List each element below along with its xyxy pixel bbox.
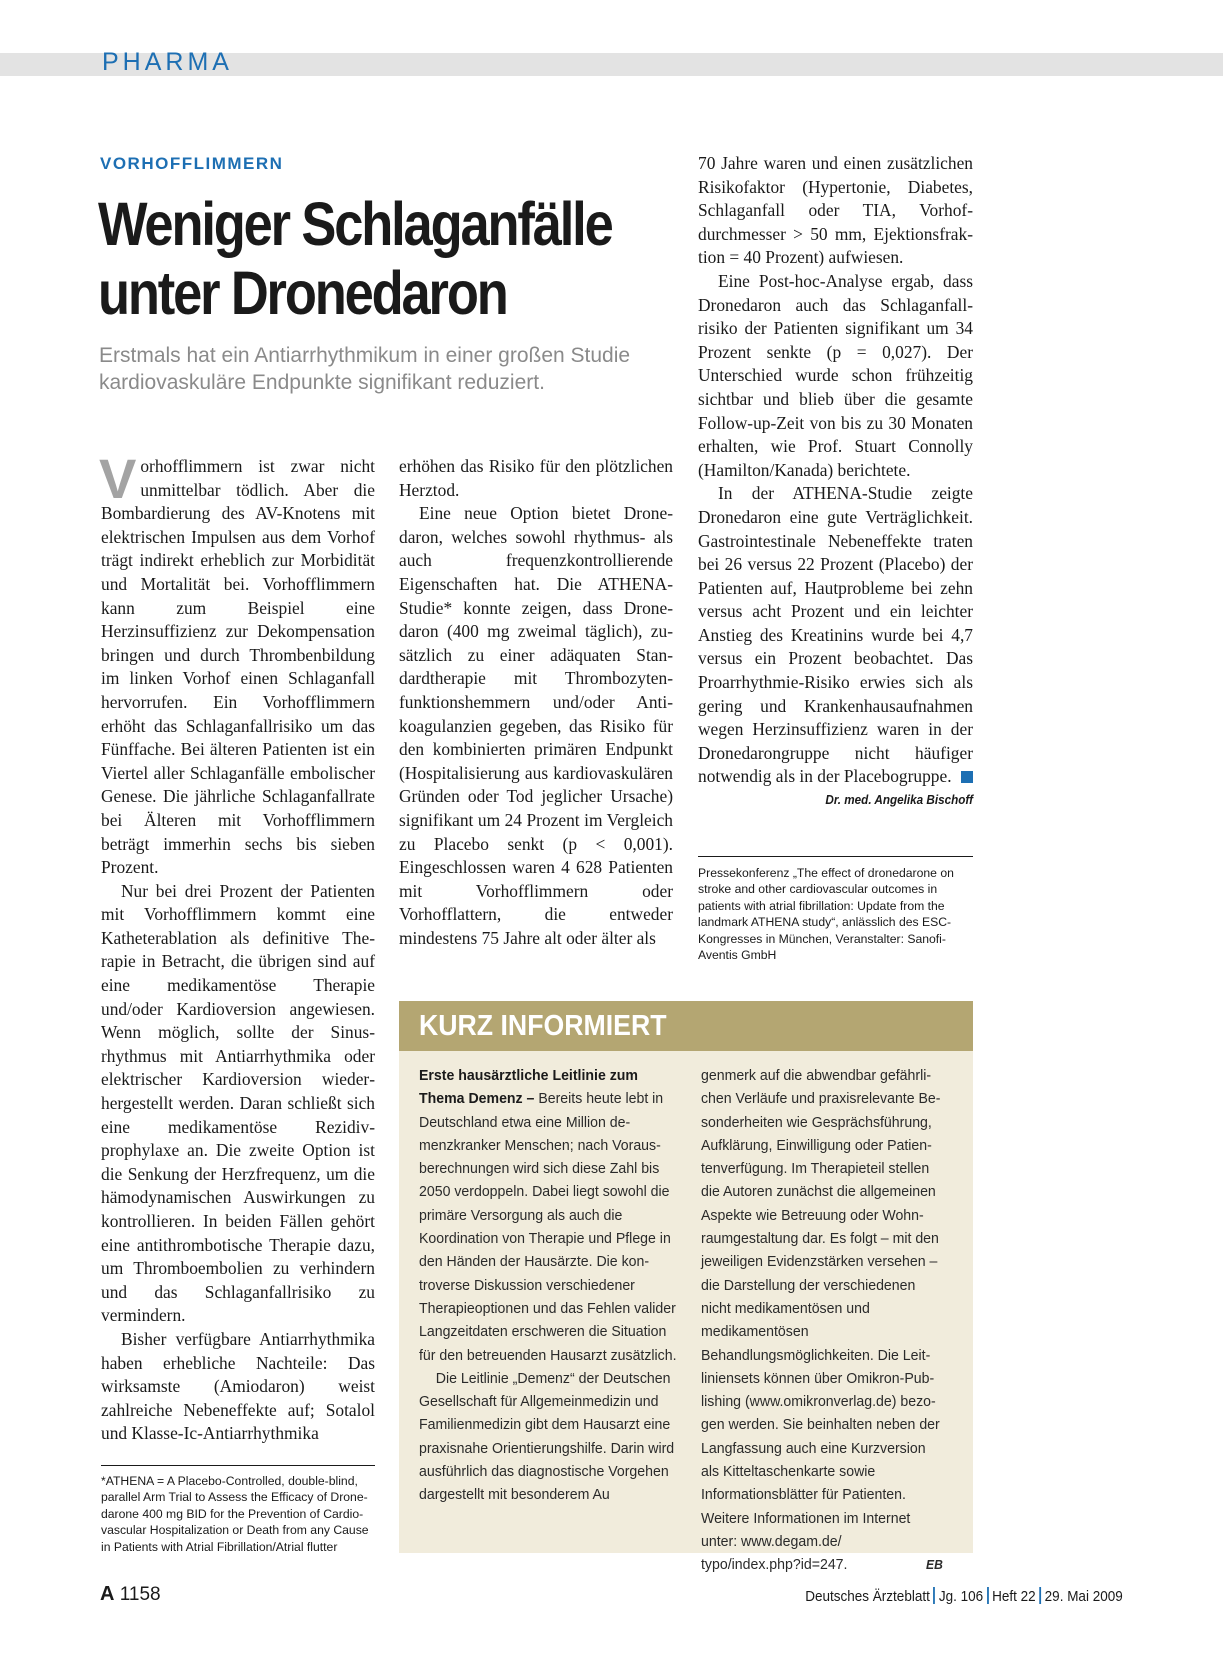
article-column-1: [99, 447, 375, 1446]
separator: [987, 1587, 989, 1604]
press-note-rule: [698, 856, 973, 857]
info-box-title: KURZ INFORMIERT: [419, 1010, 667, 1042]
paragraph: Bisher verfügbare Antiarrhythmika haben erhebliche Nachteile: Das wirksamste (Amiodaron) weist zahlreiche Nebeneffekte auf; Sotalol und Klasse-Ic-Antiarrhythmika: [101, 1328, 375, 1444]
paragraph: [419, 1064, 678, 1367]
info-box-column-2: [701, 1064, 943, 1577]
headline-line-2: unter Dronedaron: [98, 259, 507, 327]
page-number-value: 1158: [119, 1584, 161, 1605]
drop-cap: V: [99, 447, 137, 510]
paragraph-text: orhofflimmern ist zwar nicht unmittelbar tödlich. Aber die Bombardierung des AV-Knotens mit elektrischen Impulsen aus dem Vorhof trägt indirekt erheblich zur Morbidität und Mortalität bei. Vorhofflimmern kann zum Beispiel eine Herzinsuffizienz zur Dekompensation bringen und durch Thrombenbildung im linken Vorhof einen Schlaganfall hervorrufen. Ein Vorhofflimmern erhöht das Schlaganfallrisiko um das Fünffache. Bei älteren Patienten ist ein Viertel aller Schlaganfälle embolischer Genese. Die jährliche Schlaganfallrate bei Älteren mit Vorhofflimmern beträgt immerhin sechs bis sieben Prozent.: [101, 456, 375, 878]
journal-issue: Heft 22: [992, 1588, 1036, 1605]
end-mark-icon: [961, 771, 973, 783]
info-box-signature: EB: [926, 1557, 943, 1573]
paragraph: erhöhen das Risiko für den plötzlichen Herztod.: [399, 456, 673, 500]
paragraph: [99, 447, 375, 880]
separator: [1040, 1587, 1042, 1604]
paragraph-text: In der ATHENA-Studie zeigte Dronedaron eine gute Verträglichkeit. Gastrointestinale Nebeneffekte traten bei 26 versus 22 Prozent (Placebo) der Patienten auf, Hautprobleme bei zehn versus acht Prozent und ein leichter Anstieg des Kreatinins wurde bei 4,7 versus ein Prozent beobachtet. Das Proarrhythmie-Risiko erwies sich als gering und Krankenhausaufnahmen wegen Herzinsuffizienz waren in der Dronedarongruppe nicht häufiger notwendig als in der Placebogruppe.: [698, 483, 973, 787]
page-number: [100, 1583, 161, 1606]
paragraph: Eine neue Option bietet Dronedaron, welches sowohl rhythmus- als auch frequenzkontrollierende Eigenschaften hat. Die ATHENA-Studie* konnte zeigen, dass Dronedaron (400 mg zweimal täglich), zusätzlich zu einer adäquaten Standardtherapie mit Thrombozytenfunktionshemmern und/oder Antikoagulanzien gegeben, das Risiko für den kombinierten primären Endpunkt (Hospitalisierung aus kardiovaskulären Gründen oder Tod jeglicher Ursache) signifikant um 24 Prozent im Vergleich zu Placebo senkt (p < 0,001). Eingeschlossen waren 4 628 Patienten mit Vorhofflimmern oder Vorhofflattern, die entweder mindestens 75 Jahre alt oder älter als: [399, 503, 673, 948]
press-note: Pressekonferenz „The effect of dronedarone on stroke and other cardiovascular outcomes in patients with atrial fibrillation: Update from the landmark ATHENA study“, anlässlich des ESC-Kongresses in München, Veranstalter: Sanofi-Aventis GmbH: [698, 866, 954, 963]
paragraph-text: Bereits heute lebt in Deutschland etwa eine Million demenzkranker Menschen; nach Vorausberechnungen wird sich diese Zahl bis 2050 verdoppeln. Dabei liegt sowohl die primäre Versorgung als auch die Koordination von Therapie und Pflege in den Händen der Hausärzte. Die kontroverse Diskussion verschiedener Therapieoptionen und das Fehlen valider Langzeitdaten erschweren die Situation für den betreuenden Hausarzt zusätzlich.: [419, 1090, 677, 1364]
journal-info: [806, 1587, 1123, 1605]
paragraph: Die Leitlinie „Demenz“ der Deutschen Gesellschaft für Allgemeinmedizin und Familienmedizin gibt dem Hausarzt eine praxisnahe Orientierungshilfe. Darin wird ausführlich das diagnostische Vorgehen dargestellt mit besonderem Au: [419, 1369, 675, 1504]
separator: [934, 1587, 936, 1604]
footnote: *ATHENA = A Placebo-Controlled, double-blind, parallel Arm Trial to Assess the Efficacy of Dronedarone 400 mg BID for the Prevention of Cardiovascular Hospitalization or Death from any Cause in Patients with Atrial Fibrillation/Atrial flutter: [101, 1474, 369, 1554]
article-column-3: [698, 152, 973, 811]
paragraph: [701, 1064, 943, 1577]
footnote-rule: [101, 1465, 375, 1466]
headline-line-1: Weniger Schlaganfälle: [98, 190, 612, 258]
author-byline: Dr. med. Angelika Bischoff: [825, 792, 973, 808]
paragraph: [698, 482, 973, 789]
article-headline: [98, 190, 614, 328]
paragraph: Eine Post-hoc-Analyse ergab, dass Dronedaron auch das Schlaganfallrisiko der Patienten signifikant um 34 Prozent senkte (p = 0,027). Der Unterschied wurde schon frühzeitig sichtbar und blieb über die gesamte Follow-up-Zeit von bis zu 30 Monaten erhalten, wie Prof. Stuart Connolly (Hamilton/Kanada) berichtete.: [698, 270, 973, 480]
article-column-2: [399, 455, 673, 950]
info-box-column-1: [419, 1064, 678, 1507]
page-prefix: A: [100, 1583, 115, 1605]
journal-date: 29. Mai 2009: [1044, 1588, 1123, 1605]
paragraph: 70 Jahre waren und einen zusätzlichen Risikofaktor (Hypertonie, Diabetes, Schlaganfall oder TIA, Vorhofdurchmesser > 50 mm, Ejektionsfraktion = 40 Prozent) aufwiesen.: [698, 153, 973, 268]
article-subline: Erstmals hat ein Antiarrhythmikum in einer großen Studie kardiovaskuläre Endpunkte signifikant reduziert.: [99, 344, 631, 394]
info-item-title: Erste hausärztliche Leitlinie zum Thema Demenz –: [419, 1067, 639, 1108]
paragraph-text: genmerk auf die abwendbar gefährlichen Verläufe und praxisrelevante Besonderheiten wie Gesprächsführung, Aufklärung, Einwilligung oder Patientenverfügung. Im Therapieteil stellen die Autoren zunächst die allgemeinen Aspekte wie Betreuung oder Wohnraumgestaltung dar. Es folgt – mit den jeweiligen Evidenzstärken versehen – die Darstellung der verschiedenen nicht medikamentösen und medikamentösen Behandlungsmöglichkeiten. Die Leitliniensets können über Omikron-Publishing (www.omikronverlag.de) bezogen werden. Sie beinhalten neben der Langfassung auch eine Kurzversion als Kitteltaschenkarte sowie Informationsblätter für Patienten. Weitere Informationen im Internet unter: www.degam.de/ typo/index.php?id=247.: [701, 1067, 941, 1574]
section-label: PHARMA: [102, 48, 233, 76]
journal-name: Deutsches Ärzteblatt: [805, 1588, 931, 1605]
journal-volume: Jg. 106: [939, 1588, 984, 1605]
paragraph: Nur bei drei Prozent der Patienten mit Vorhofflimmern kommt eine Katheterablation als definitive Therapie in Betracht, die übrigen sind auf eine medikamentöse Therapie und/oder Kardioversion angewiesen. Wenn möglich, sollte der Sinusrhythmus mit Antiarrhythmika oder elektrischer Kardioversion wiederhergestellt werden. Daran schließt sich eine medikamentöse Rezidivprophylaxe an. Die zweite Option ist die Senkung der Herzfrequenz, um die hämodynamischen Auswirkungen zu kontrollieren. In beiden Fällen gehört eine antithrombotische Therapie dazu, um Thromboembolien zu verhindern und das Schlaganfallrisiko zu vermindern.: [101, 880, 375, 1326]
article-kicker: VORHOFFLIMMERN: [100, 154, 284, 173]
